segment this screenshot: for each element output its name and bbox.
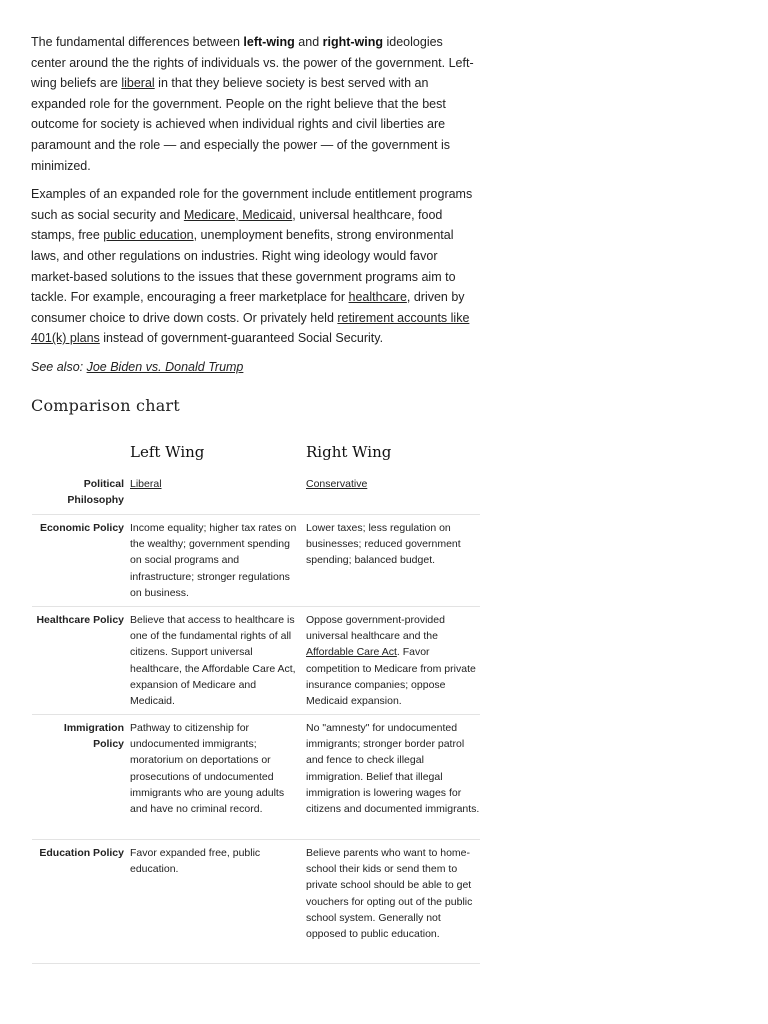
table-row — [32, 715, 480, 840]
left-cell: Income equality; higher tax rates on the wealthy; government spending on social programs and infrastructure; stronger regulations on business. — [130, 522, 297, 599]
row-label-healthcare-policy: Healthcare Policy — [36, 614, 124, 626]
left-wing-term: left-wing — [243, 35, 295, 49]
text: Examples of an expanded role for the government include entitlement programs such as social security and — [31, 187, 473, 222]
left-cell: Believe that access to healthcare is one of the fundamental rights of all citizens. Support universal healthcare, the Affordable Care Act, expansion of Medicare and Medicaid. — [130, 614, 296, 708]
right-wing-term: right-wing — [322, 35, 384, 49]
examples-paragraph — [31, 184, 476, 349]
right-wing-header: Right Wing — [306, 443, 392, 461]
row-label-education-policy: Education Policy — [39, 847, 124, 859]
left-wing-header: Left Wing — [130, 443, 205, 461]
header-spacer — [32, 438, 130, 474]
see-also — [31, 357, 476, 378]
article-body — [31, 32, 476, 386]
table-row — [32, 474, 480, 515]
text: , universal healthcare, food stamps, free — [31, 207, 443, 243]
left-cell — [130, 476, 306, 514]
text: instead of government-guaranteed Social Security. — [99, 331, 384, 346]
row-label-economic-policy: Economic Policy — [39, 522, 124, 534]
right-cell — [306, 476, 480, 514]
retirement-accounts-link[interactable]: retirement accounts like 401(k) plans — [31, 310, 470, 346]
left-cell: Pathway to citizenship for undocumented immigrants; moratorium on deportations or prosecutions of undocumented immigrants who are young adults and have no criminal record. — [130, 722, 285, 816]
text: The fundamental differences between — [31, 35, 244, 49]
right-cell — [306, 612, 480, 708]
biden-vs-trump-link[interactable]: Joe Biden vs. Donald Trump — [86, 359, 244, 374]
row-label-political-philosophy: Political Philosophy — [67, 478, 124, 507]
right-cell: Believe parents who want to home-school their kids or send them to private school should be able to get vouchers for opting out of the public school system. Generally not opposed to public education. — [306, 847, 473, 941]
liberal-link[interactable]: liberal — [121, 76, 155, 91]
intro-paragraph — [31, 32, 476, 176]
table-row — [32, 515, 480, 607]
medicare-medicaid-link[interactable]: Medicare, Medicaid — [183, 207, 293, 222]
see-also-prefix: See also: — [31, 359, 87, 374]
right-cell: Lower taxes; less regulation on businesses; reduced government spending; balanced budget. — [306, 522, 461, 567]
table-row — [32, 840, 480, 964]
text: in that they believe society is best served with an expanded role for the government. People on the right believe that the best outcome for society is achieved when individual rights and civil liberties are paramount and the role — and especially the power — of the government is minimized. — [31, 76, 450, 173]
text: . Favor competition to Medicare from private insurance companies; oppose Medicaid expansion. — [306, 646, 476, 708]
healthcare-link[interactable]: healthcare — [348, 290, 407, 305]
liberal-cell-link[interactable]: Liberal — [130, 478, 162, 490]
text: Oppose government-provided universal healthcare and the — [306, 614, 445, 643]
text: and — [294, 35, 323, 49]
text: ideologies center around the the rights of individuals vs. the power of the government. Left-wing beliefs are — [31, 35, 474, 91]
affordable-care-act-link[interactable]: Affordable Care Act — [306, 646, 397, 659]
row-label-immigration-policy: Immigration Policy — [63, 722, 124, 751]
text: , unemployment benefits, strong environmental laws, and other regulations on industries. Right wing ideology would favor market-based solutions to the issues that these government programs aim to tackle. For example, encouraging a freer marketplace for — [31, 228, 456, 305]
right-cell: No "amnesty" for undocumented immigrants; stronger border patrol and fence to check illegal immigration. Belief that illegal immigration is lowering wages for citizens and documented immigrants. — [306, 722, 480, 816]
left-cell: Favor expanded free, public education. — [130, 847, 261, 876]
comparison-table — [32, 438, 480, 964]
table-header — [32, 438, 480, 474]
text: , driven by consumer choice to drive down costs. Or privately held — [31, 290, 465, 325]
conservative-cell-link[interactable]: Conservative — [306, 478, 368, 490]
public-education-link[interactable]: public education — [103, 228, 194, 243]
comparison-chart-title: Comparison chart — [31, 396, 180, 415]
table-row — [32, 607, 480, 715]
